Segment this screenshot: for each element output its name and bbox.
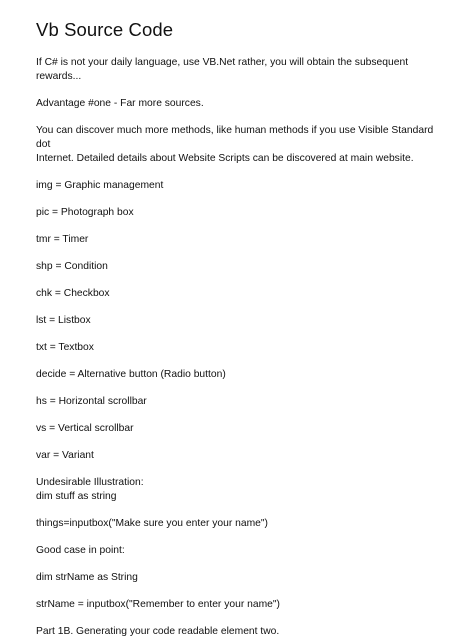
paragraph-line: txt = Textbox [36,342,94,353]
paragraph [36,395,438,409]
paragraph [36,517,438,531]
paragraph-line: Advantage #one - Far more sources. [36,98,204,109]
paragraph-line: You can discover much more methods, like human methods if you use Visible Standard dot [36,125,434,150]
paragraph-line: things=inputbox("Make sure you enter your name") [36,518,268,529]
paragraph-line: decide = Alternative button (Radio button) [36,369,226,380]
paragraph [36,206,438,220]
paragraph-line: Good case in point: [36,545,125,556]
paragraph-line: tmr = Timer [36,234,89,245]
paragraph-line: dim strName as String [36,572,138,583]
paragraph [36,476,438,504]
paragraph [36,449,438,463]
paragraph [36,368,438,382]
paragraph [36,571,438,585]
paragraph [36,598,438,612]
paragraph-line: Undesirable Illustration: [36,477,144,488]
paragraph-line: chk = Checkbox [36,288,110,299]
paragraph [36,179,438,193]
paragraph [36,97,438,111]
paragraph-line: shp = Condition [36,261,108,272]
paragraph-line: If C# is not your daily language, use VB.Net rather, you will obtain the subsequent rewards... [36,57,409,82]
document-body [36,56,438,639]
paragraph-line: Part 1B. Generating your code readable element two. [36,626,280,637]
paragraph-line: var = Variant [36,450,94,461]
paragraph-line: dim stuff as string [36,491,117,502]
paragraph [36,422,438,436]
paragraph-line: pic = Photograph box [36,207,134,218]
paragraph [36,260,438,274]
paragraph [36,625,438,639]
paragraph-line: vs = Vertical scrollbar [36,423,134,434]
paragraph [36,287,438,301]
paragraph [36,544,438,558]
paragraph-line: img = Graphic management [36,180,164,191]
paragraph [36,314,438,328]
paragraph-line: lst = Listbox [36,315,91,326]
paragraph [36,124,438,166]
paragraph-line: Internet. Detailed details about Website Scripts can be discovered at main website. [36,153,414,164]
paragraph-line: hs = Horizontal scrollbar [36,396,147,407]
paragraph [36,233,438,247]
page-title: Vb Source Code [36,19,174,40]
paragraph [36,56,438,84]
paragraph [36,341,438,355]
paragraph-line: strName = inputbox("Remember to enter your name") [36,599,280,610]
